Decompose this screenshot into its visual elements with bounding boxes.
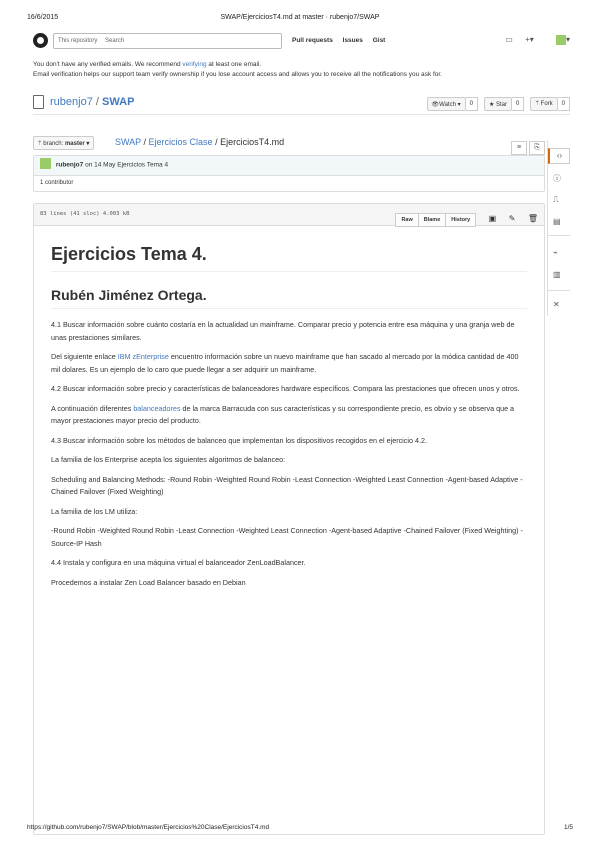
notifications-icon[interactable]: ▭: [505, 35, 513, 45]
nav-gist[interactable]: Gist: [372, 37, 386, 44]
paragraph: 4.4 Instala y configura en una máquina virtual el balanceador ZenLoadBalancer.: [51, 558, 306, 567]
watch-count[interactable]: 0: [466, 97, 478, 111]
fork-icon: ᛘ: [535, 101, 539, 107]
repo-name-link[interactable]: SWAP: [102, 96, 135, 108]
blame-button[interactable]: Blame: [418, 213, 447, 227]
breadcrumb-dir[interactable]: Ejercicios Clase: [148, 137, 213, 147]
star-label: Star: [496, 102, 508, 108]
flash-text: You don't have any verified emails. We recommend: [33, 61, 183, 68]
nav-pull-requests[interactable]: Pull requests: [292, 37, 333, 44]
github-header: [33, 32, 570, 52]
branch-prefix: branch:: [43, 141, 64, 147]
flash-line-2: Email verification helps our support team verify ownership if you lose account access and allows you to receive all the notifications you ask for.: [33, 71, 442, 78]
code-icon[interactable]: ‹›: [548, 148, 570, 164]
paragraph: [51, 403, 527, 428]
paragraph: La familia de los Enterprise acepta los siguientes algoritmos de balanceo:: [51, 455, 286, 464]
paragraph: La familia de los LM utiliza:: [51, 506, 138, 516]
paragraph: -Round Robin -Weighted Round Robin -Least Connection -Weighted Least Connection -Agent-based Adaptive -Chained Failover (Fixed Weighting) -Source-IP Hash: [51, 526, 523, 548]
github-logo-icon[interactable]: [33, 33, 48, 48]
branch-icon: ᛘ: [38, 141, 42, 147]
file-actions: [396, 208, 538, 227]
contributors[interactable]: 1 contributor: [40, 180, 74, 186]
doc-author: Rubén Jiménez Ortega.: [51, 287, 527, 309]
paragraph-text: de la marca Barracuda con sus características y su correspondiente precio, es obvio y se observa que a mayor prestaciones mayor precio del producto.: [51, 403, 515, 425]
print-title: SWAP/EjerciciosT4.md at master · rubenjo7/SWAP: [220, 14, 380, 21]
paragraph: Procedemos a instalar Zen Load Balancer basado en Debian: [51, 577, 246, 587]
history-button[interactable]: History: [445, 213, 476, 227]
commit-date: on 14 May: [85, 161, 116, 169]
breadcrumb: [115, 137, 284, 147]
issues-icon[interactable]: ⓘ: [553, 174, 561, 183]
paragraph: 4.1 Buscar información sobre cuánto costaría en la actualidad un mainframe. Comparar precio y potencia entre esa máquina y una granja web de unas prestaciones similares.: [51, 320, 515, 342]
avatar[interactable]: ▾: [546, 35, 570, 44]
pencil-icon[interactable]: ✎: [508, 214, 516, 223]
file-viewer: [33, 203, 545, 835]
side-nav-divider: [548, 235, 570, 236]
pull-requests-icon[interactable]: ⎍: [553, 195, 559, 204]
star-button[interactable]: [484, 97, 512, 111]
markdown-body: [34, 226, 544, 614]
copy-icon[interactable]: ⎘: [529, 141, 545, 155]
watch-button[interactable]: 👁Watch ▾: [427, 97, 466, 111]
flash-text: at least one email.: [206, 61, 262, 68]
breadcrumb-repo[interactable]: SWAP: [115, 137, 142, 147]
nav-issues[interactable]: Issues: [342, 37, 363, 44]
pulse-icon[interactable]: ⌁: [553, 248, 558, 257]
plus-icon[interactable]: +▾: [525, 35, 534, 45]
file-nav-icons: [509, 136, 545, 155]
commit-message[interactable]: Ejercicios Tema 4: [117, 161, 169, 169]
paragraph-text: encuentro información sobre un nuevo mainframe que han sacado al mercado por la módica cantidad de 400 mil dolares. Es un ejemplo de lo caro que puede llegar a ser adquirir un mainframe.: [51, 352, 519, 374]
repo-icon: [33, 95, 44, 109]
repo-header: [33, 93, 570, 115]
verifying-link[interactable]: verifying: [182, 61, 207, 68]
doc-title: Ejercicios Tema 4.: [51, 244, 527, 272]
settings-icon[interactable]: ✕: [553, 300, 560, 309]
balanceadores-link[interactable]: balanceadores: [133, 403, 181, 413]
commit-author[interactable]: rubenjo7: [55, 161, 84, 169]
print-date: 16/6/2015: [27, 14, 59, 21]
commit-top: [34, 156, 544, 176]
branch-name: master ▾: [64, 141, 90, 147]
fork-button[interactable]: [530, 97, 557, 111]
search-placeholder: Search: [105, 38, 125, 44]
side-nav-divider: [548, 290, 570, 291]
repo-separator: /: [95, 96, 99, 108]
repo-side-nav: [547, 140, 569, 316]
raw-button[interactable]: Raw: [395, 213, 418, 227]
repo-actions: [427, 97, 570, 115]
ibm-zenterprise-link[interactable]: IBM zEnterprise: [117, 352, 169, 361]
search-scope-label: This repository: [58, 38, 98, 44]
paragraph: [51, 351, 527, 376]
desktop-icon[interactable]: ▣: [488, 214, 497, 223]
paragraph: 4.2 Buscar información sobre precio y características de balanceadores hardware específicos. Compara las prestaciones que ofrecen unos y otros.: [51, 384, 520, 393]
file-header: [34, 204, 544, 226]
breadcrumb-separator: /: [141, 137, 149, 147]
paragraph-text: A continuación diferentes: [51, 403, 134, 413]
header-icons: [495, 35, 570, 45]
print-page-number: 1/5: [563, 824, 573, 831]
trash-icon[interactable]: 🗑: [527, 214, 538, 223]
commit-info: [33, 155, 545, 192]
print-footer: [27, 824, 573, 834]
watch-label: Watch ▾: [439, 102, 461, 108]
paragraph: 4.3 Buscar información sobre los métodos de balanceo que implementan los dispositivos recogidos en el ejercicio 4.2.: [51, 435, 427, 445]
file-info: 83 lines (41 sloc) 4.003 kB: [40, 211, 130, 217]
paragraph-text: Del siguiente enlace: [51, 352, 118, 361]
fork-label: Fork: [540, 101, 553, 107]
file-navigation: [33, 136, 545, 152]
print-header: [27, 14, 573, 24]
email-verification-flash: [33, 60, 570, 80]
print-url: https://github.com/rubenjo7/SWAP/blob/master/Ejercicios%20Clase/EjerciciosT4.md: [27, 824, 270, 831]
star-icon: ★: [488, 102, 495, 108]
author-avatar[interactable]: [40, 158, 51, 169]
branch-selector[interactable]: [33, 136, 94, 150]
list-icon[interactable]: ≡: [511, 141, 527, 155]
breadcrumb-separator: /: [212, 137, 221, 147]
breadcrumb-file: EjerciciosT4.md: [220, 137, 285, 147]
wiki-icon[interactable]: ▤: [553, 217, 561, 226]
fork-count[interactable]: 0: [558, 97, 570, 111]
repo-title: [50, 96, 134, 108]
star-count[interactable]: 0: [512, 97, 524, 111]
header-nav: [292, 37, 393, 44]
search-input[interactable]: [53, 33, 282, 49]
paragraph: Scheduling and Balancing Methods: -Round Robin -Weighted Round Robin -Least Connection -Weighted Least Connection -Agent-based Adaptive -Chained Failover (Fixed Weighting): [51, 474, 523, 496]
repo-owner-link[interactable]: rubenjo7: [50, 96, 93, 108]
graphs-icon[interactable]: ▥: [553, 270, 561, 279]
